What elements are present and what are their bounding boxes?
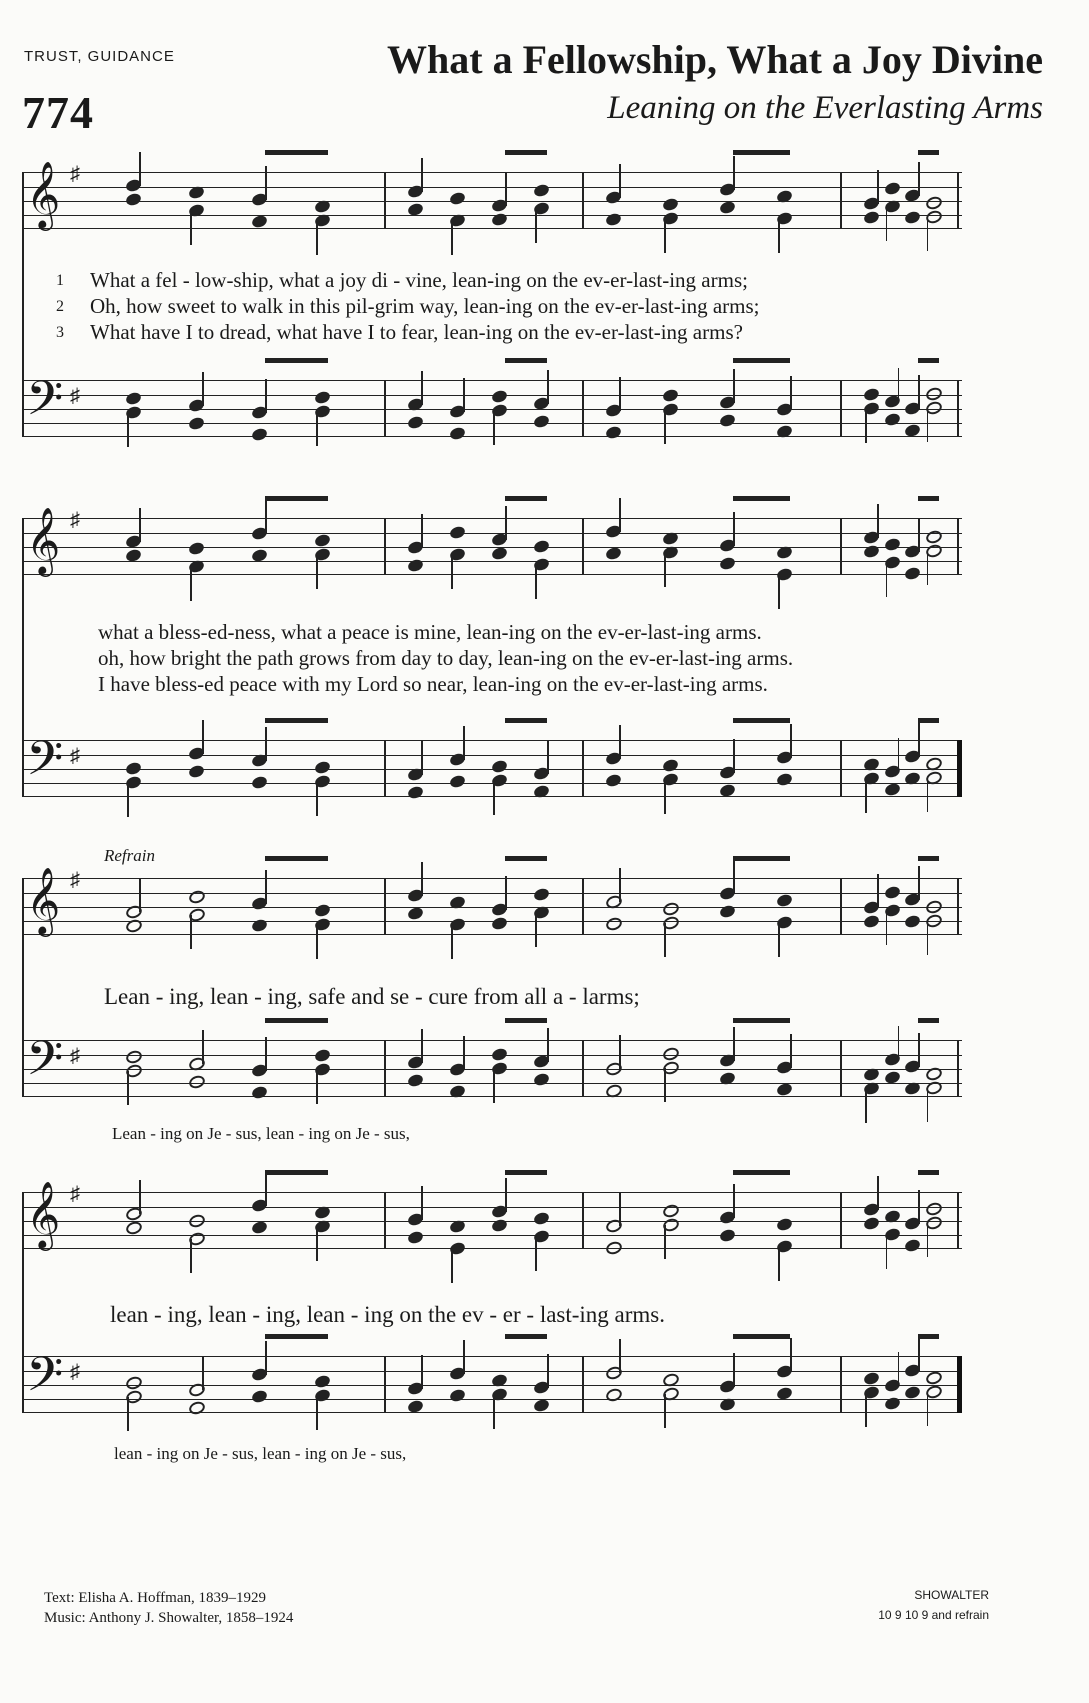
barline: [582, 1040, 584, 1097]
treble-staff: [22, 868, 962, 935]
note-stem: [190, 1239, 192, 1273]
note-stem: [451, 555, 453, 589]
note-stem: [265, 1037, 267, 1071]
barline: [582, 878, 584, 935]
verse-2-line-1: 2: [56, 298, 64, 315]
note-beam: [918, 358, 939, 363]
bass-staff: [22, 1348, 962, 1413]
sharp-icon: ♯: [70, 745, 80, 767]
note-stem: [664, 219, 666, 253]
note-stem: [493, 1069, 495, 1103]
note-stem: [421, 1186, 423, 1220]
note-stem: [505, 506, 507, 540]
note-beam: [505, 1170, 547, 1175]
note-beam: [505, 1334, 547, 1339]
note-stem: [778, 575, 780, 609]
note-stem: [733, 1027, 735, 1061]
note-stem: [265, 727, 267, 761]
note-stem: [421, 371, 423, 405]
note-beam: [918, 856, 939, 861]
barline: [582, 518, 584, 575]
note-stem: [927, 408, 929, 442]
barline: [840, 1192, 842, 1249]
note-stem: [202, 372, 204, 406]
barline: [384, 1040, 386, 1097]
note-beam: [733, 1170, 790, 1175]
treble-clef-icon: 𝄞: [26, 1182, 61, 1247]
note-stem: [918, 1033, 920, 1067]
note-stem: [619, 498, 621, 532]
refrain-label: Refrain: [104, 846, 155, 865]
note-stem: [790, 376, 792, 410]
hymn-number: 774: [22, 87, 94, 138]
note-stem: [493, 411, 495, 445]
note-stem: [619, 164, 621, 198]
bass-clef-icon: 𝄢: [26, 372, 64, 437]
note-stem: [535, 1237, 537, 1271]
note-stem: [127, 1397, 129, 1431]
note-stem: [790, 724, 792, 758]
note-stem: [316, 221, 318, 255]
note-stem: [493, 781, 495, 815]
note-stem: [421, 862, 423, 896]
note-stem: [505, 172, 507, 206]
verse-3-line-1: 3: [56, 324, 64, 341]
treble-staff: [22, 508, 962, 575]
barline: [582, 1192, 584, 1249]
note-stem: [865, 409, 867, 443]
barline: [840, 878, 842, 935]
barline: [384, 380, 386, 437]
note-stem: [877, 170, 879, 204]
barline: [840, 1040, 842, 1097]
bass-staff: [22, 1032, 962, 1097]
barline: [384, 1192, 386, 1249]
sharp-icon: ♯: [70, 1045, 80, 1067]
verse-lyric: What have I to dread, what have I to fear, lean-ing on the ev-er-last-ing arms?: [90, 320, 743, 344]
note-stem: [619, 868, 621, 902]
note-stem: [877, 1176, 879, 1210]
final-barline: [957, 1356, 962, 1413]
sharp-icon: ♯: [70, 1361, 80, 1383]
barline: [384, 172, 386, 229]
barline: [582, 172, 584, 229]
note-stem: [505, 1178, 507, 1212]
note-beam: [733, 1018, 790, 1023]
treble-clef-icon: 𝄞: [26, 162, 61, 227]
note-stem: [190, 567, 192, 601]
note-beam: [918, 718, 939, 723]
note-stem: [927, 1223, 929, 1257]
note-beam: [505, 496, 547, 501]
note-stem: [927, 551, 929, 585]
barline: [840, 172, 842, 229]
note-stem: [733, 369, 735, 403]
note-stem: [918, 375, 920, 409]
note-beam: [505, 358, 547, 363]
note-beam: [733, 856, 790, 861]
note-stem: [451, 925, 453, 959]
verse-lyric: oh, how bright the path grows from day to day, lean-ing on the ev-er-last-ing arms.: [98, 646, 794, 670]
note-stem: [139, 878, 141, 912]
note-stem: [886, 207, 888, 241]
note-stem: [664, 553, 666, 587]
note-beam: [918, 1170, 939, 1175]
sharp-icon: ♯: [70, 509, 80, 531]
barline: [840, 380, 842, 437]
note-stem: [898, 368, 900, 402]
note-stem: [619, 1035, 621, 1069]
note-beam: [733, 150, 790, 155]
hymn-subtitle: Leaning on the Everlasting Arms: [607, 90, 1043, 126]
staff-lines: [22, 1356, 962, 1413]
note-stem: [139, 152, 141, 186]
staff-lines: [22, 1192, 962, 1249]
barline: [957, 1040, 959, 1097]
note-stem: [619, 725, 621, 759]
system-bracket: [22, 1192, 24, 1413]
note-beam: [733, 718, 790, 723]
note-stem: [463, 378, 465, 412]
note-beam: [505, 150, 547, 155]
note-stem: [918, 162, 920, 196]
note-beam: [918, 1018, 939, 1023]
meter: 10 9 10 9 and refrain: [878, 1608, 989, 1622]
treble-clef-icon: 𝄞: [26, 868, 61, 933]
note-stem: [139, 1180, 141, 1214]
hymn-title: What a Fellowship, What a Joy Divine: [387, 37, 1043, 82]
bass-clef-icon: 𝄢: [26, 1348, 64, 1413]
note-stem: [547, 370, 549, 404]
note-stem: [619, 1339, 621, 1373]
note-stem: [790, 1034, 792, 1068]
note-stem: [664, 410, 666, 444]
note-stem: [265, 379, 267, 413]
note-beam: [265, 496, 328, 501]
verse-lyric: Oh, how sweet to walk in this pil-grim way, lean-ing on the ev-er-last-ing arms;: [90, 294, 760, 318]
note-stem: [190, 915, 192, 949]
barline: [957, 518, 959, 575]
note-stem: [918, 1337, 920, 1371]
sharp-icon: ♯: [70, 385, 80, 407]
note-stem: [918, 1190, 920, 1224]
note-stem: [202, 1030, 204, 1064]
verse-lyric: what a bless-ed-ness, what a peace is mine, lean-ing on the ev-er-last-ing arms.: [98, 620, 762, 644]
note-stem: [535, 209, 537, 243]
system-bracket: [22, 518, 24, 797]
note-stem: [127, 413, 129, 447]
note-stem: [316, 555, 318, 589]
barline: [840, 740, 842, 797]
barline: [957, 172, 959, 229]
barline: [582, 380, 584, 437]
note-stem: [664, 1225, 666, 1259]
note-stem: [535, 565, 537, 599]
note-stem: [664, 1394, 666, 1428]
note-stem: [547, 1028, 549, 1062]
note-beam: [505, 856, 547, 861]
note-stem: [733, 156, 735, 190]
note-stem: [865, 1393, 867, 1427]
note-beam: [265, 1170, 328, 1175]
refrain-bass-lyric: Lean - ing on Je - sus, lean - ing on Je - sus,: [112, 1124, 410, 1143]
note-stem: [535, 913, 537, 947]
treble-staff: [22, 162, 962, 229]
topic-label: TRUST, GUIDANCE: [24, 48, 175, 65]
refrain-lyric: Lean - ing, lean - ing, safe and se - cure from all a - larms;: [104, 984, 640, 1009]
verse-1-line-1: 1: [56, 272, 64, 289]
note-stem: [778, 219, 780, 253]
note-stem: [664, 780, 666, 814]
note-stem: [664, 923, 666, 957]
note-stem: [421, 514, 423, 548]
note-stem: [265, 500, 267, 534]
note-stem: [898, 738, 900, 772]
bass-staff: [22, 372, 962, 437]
note-stem: [865, 779, 867, 813]
note-stem: [202, 1356, 204, 1390]
verse-lyric: I have bless-ed peace with my Lord so near, lean-ing on the ev-er-last-ing arms.: [98, 672, 768, 696]
barline: [957, 1192, 959, 1249]
note-stem: [421, 741, 423, 775]
note-stem: [927, 217, 929, 251]
treble-staff: [22, 1182, 962, 1249]
note-stem: [733, 739, 735, 773]
note-stem: [877, 504, 879, 538]
note-stem: [463, 1340, 465, 1374]
note-stem: [463, 726, 465, 760]
note-stem: [139, 508, 141, 542]
note-stem: [451, 1249, 453, 1283]
final-barline: [957, 740, 962, 797]
note-stem: [316, 1396, 318, 1430]
note-stem: [451, 221, 453, 255]
note-stem: [619, 377, 621, 411]
note-stem: [265, 166, 267, 200]
music-credit: Music: Anthony J. Showalter, 1858–1924: [44, 1610, 294, 1626]
note-stem: [493, 1395, 495, 1429]
note-stem: [505, 876, 507, 910]
barline: [582, 1356, 584, 1413]
note-stem: [316, 1227, 318, 1261]
tune-name: SHOWALTER: [914, 1588, 989, 1602]
sharp-icon: ♯: [70, 163, 80, 185]
note-stem: [877, 874, 879, 908]
note-stem: [886, 563, 888, 597]
note-stem: [316, 925, 318, 959]
sharp-icon: ♯: [70, 1183, 80, 1205]
barline: [957, 878, 959, 935]
note-beam: [265, 358, 328, 363]
note-stem: [927, 778, 929, 812]
note-stem: [898, 1352, 900, 1386]
verse-lyric: What a fel - low-ship, what a joy di - vine, lean-ing on the ev-er-last-ing arms;: [90, 268, 748, 292]
note-stem: [733, 1184, 735, 1218]
note-beam: [733, 358, 790, 363]
barline: [384, 518, 386, 575]
note-beam: [918, 150, 939, 155]
bass-clef-icon: 𝄢: [26, 1032, 64, 1097]
note-beam: [265, 718, 328, 723]
note-beam: [733, 496, 790, 501]
note-stem: [127, 783, 129, 817]
note-stem: [265, 1341, 267, 1375]
barline: [582, 740, 584, 797]
system-bracket: [22, 172, 24, 437]
note-stem: [421, 1355, 423, 1389]
note-stem: [316, 412, 318, 446]
note-stem: [619, 1192, 621, 1226]
note-beam: [733, 1334, 790, 1339]
bass-staff: [22, 732, 962, 797]
note-beam: [505, 1018, 547, 1023]
refrain-lyric: lean - ing, lean - ing, lean - ing on the ev - er - last-ing arms.: [110, 1302, 666, 1327]
note-stem: [927, 921, 929, 955]
note-stem: [421, 1029, 423, 1063]
sharp-icon: ♯: [70, 869, 80, 891]
system-bracket: [22, 878, 24, 1097]
text-credit: Text: Elisha A. Hoffman, 1839–1929: [44, 1590, 266, 1606]
note-stem: [918, 866, 920, 900]
note-stem: [927, 1392, 929, 1426]
note-stem: [778, 923, 780, 957]
note-stem: [463, 1036, 465, 1070]
barline: [384, 1356, 386, 1413]
note-beam: [265, 856, 328, 861]
note-stem: [316, 782, 318, 816]
note-stem: [664, 1068, 666, 1102]
note-stem: [918, 723, 920, 757]
note-stem: [265, 870, 267, 904]
bass-clef-icon: 𝄢: [26, 732, 64, 797]
note-stem: [733, 860, 735, 894]
note-stem: [778, 1247, 780, 1281]
treble-clef-icon: 𝄞: [26, 508, 61, 573]
barline: [384, 878, 386, 935]
note-stem: [733, 1353, 735, 1387]
staff-lines: [22, 518, 962, 575]
refrain-bass-lyric: lean - ing on Je - sus, lean - ing on Je - sus,: [114, 1444, 407, 1463]
barline: [840, 1356, 842, 1413]
note-stem: [865, 1089, 867, 1123]
barline: [384, 740, 386, 797]
note-stem: [265, 1172, 267, 1206]
note-stem: [190, 211, 192, 245]
note-beam: [265, 1334, 328, 1339]
note-stem: [886, 911, 888, 945]
note-stem: [547, 1354, 549, 1388]
note-stem: [316, 1070, 318, 1104]
note-stem: [202, 720, 204, 754]
note-beam: [918, 496, 939, 501]
note-stem: [898, 1026, 900, 1060]
note-beam: [265, 1018, 328, 1023]
barline: [957, 380, 959, 437]
note-beam: [918, 1334, 939, 1339]
note-stem: [927, 1088, 929, 1122]
note-stem: [790, 1338, 792, 1372]
note-stem: [886, 1235, 888, 1269]
note-beam: [505, 718, 547, 723]
note-stem: [918, 518, 920, 552]
note-beam: [265, 150, 328, 155]
note-stem: [733, 512, 735, 546]
barline: [840, 518, 842, 575]
note-stem: [127, 1071, 129, 1105]
note-stem: [547, 740, 549, 774]
note-stem: [421, 158, 423, 192]
